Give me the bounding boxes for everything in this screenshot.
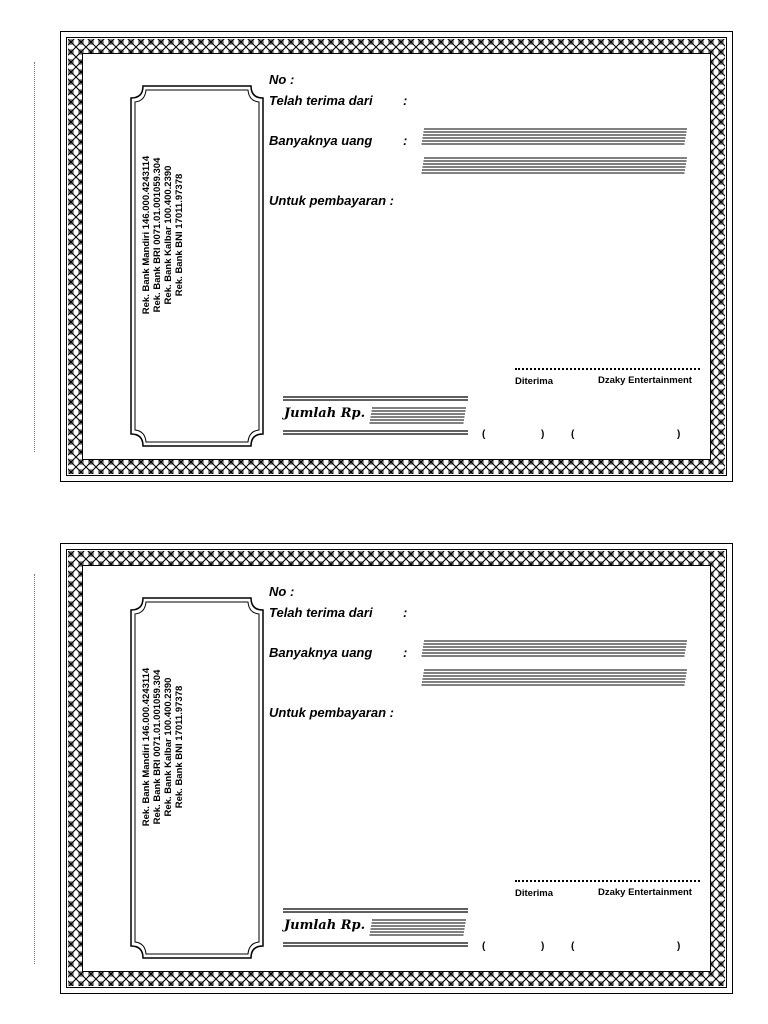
no-label: No :	[269, 72, 295, 87]
bank-account: Rek. Bank BNI 17011.97378	[174, 685, 185, 809]
receipt	[60, 31, 733, 482]
amount-label: Banyaknya uang	[269, 133, 373, 148]
company-name: Dzaky Entertainment	[598, 887, 692, 898]
paren-open: (	[571, 429, 575, 440]
purpose-label: Untuk pembayaran :	[269, 193, 394, 208]
amount-label: Banyaknya uang	[269, 645, 373, 660]
signature-line	[515, 880, 700, 882]
no-label: No :	[269, 584, 295, 599]
paren-close: )	[677, 429, 681, 440]
bank-account: Rek. Bank BNI 17011.97378	[174, 173, 185, 297]
bank-account: Rek. Bank BRI 0071.01.001059.304	[152, 157, 163, 313]
signature-line	[515, 368, 700, 370]
bank-account: Rek. Bank Kalbar 100.400.2390	[163, 165, 174, 305]
bank-accounts	[141, 617, 207, 877]
amount-colon: :	[403, 645, 408, 660]
received-by-label: Diterima	[515, 376, 554, 387]
amount-lines	[421, 640, 689, 692]
bank-account: Rek. Bank Mandiri 146.000.4243114	[141, 667, 152, 827]
received-from-colon: :	[403, 93, 408, 108]
total-label: Jumlah Rp.	[284, 406, 366, 421]
received-by-label: Diterima	[515, 888, 554, 899]
paren-open: (	[482, 941, 486, 952]
bank-account: Rek. Bank Mandiri 146.000.4243114	[141, 155, 152, 315]
bank-account: Rek. Bank Kalbar 100.400.2390	[163, 677, 174, 817]
receipt-body	[83, 54, 710, 459]
paren-close: )	[677, 941, 681, 952]
amount-colon: :	[403, 133, 408, 148]
purpose-label: Untuk pembayaran :	[269, 705, 394, 720]
paren-open: (	[482, 429, 486, 440]
paren-close: )	[541, 429, 545, 440]
receipt-body	[83, 566, 710, 971]
bank-accounts	[141, 105, 207, 365]
cut-line	[34, 62, 35, 452]
cut-line	[34, 574, 35, 964]
received-from-colon: :	[403, 605, 408, 620]
total-label: Jumlah Rp.	[284, 918, 366, 933]
company-name: Dzaky Entertainment	[598, 375, 692, 386]
receipt	[60, 543, 733, 994]
paren-close: )	[541, 941, 545, 952]
amount-lines	[421, 128, 689, 180]
bank-account: Rek. Bank BRI 0071.01.001059.304	[152, 669, 163, 825]
received-from-label: Telah terima dari	[269, 605, 373, 620]
received-from-label: Telah terima dari	[269, 93, 373, 108]
paren-open: (	[571, 941, 575, 952]
